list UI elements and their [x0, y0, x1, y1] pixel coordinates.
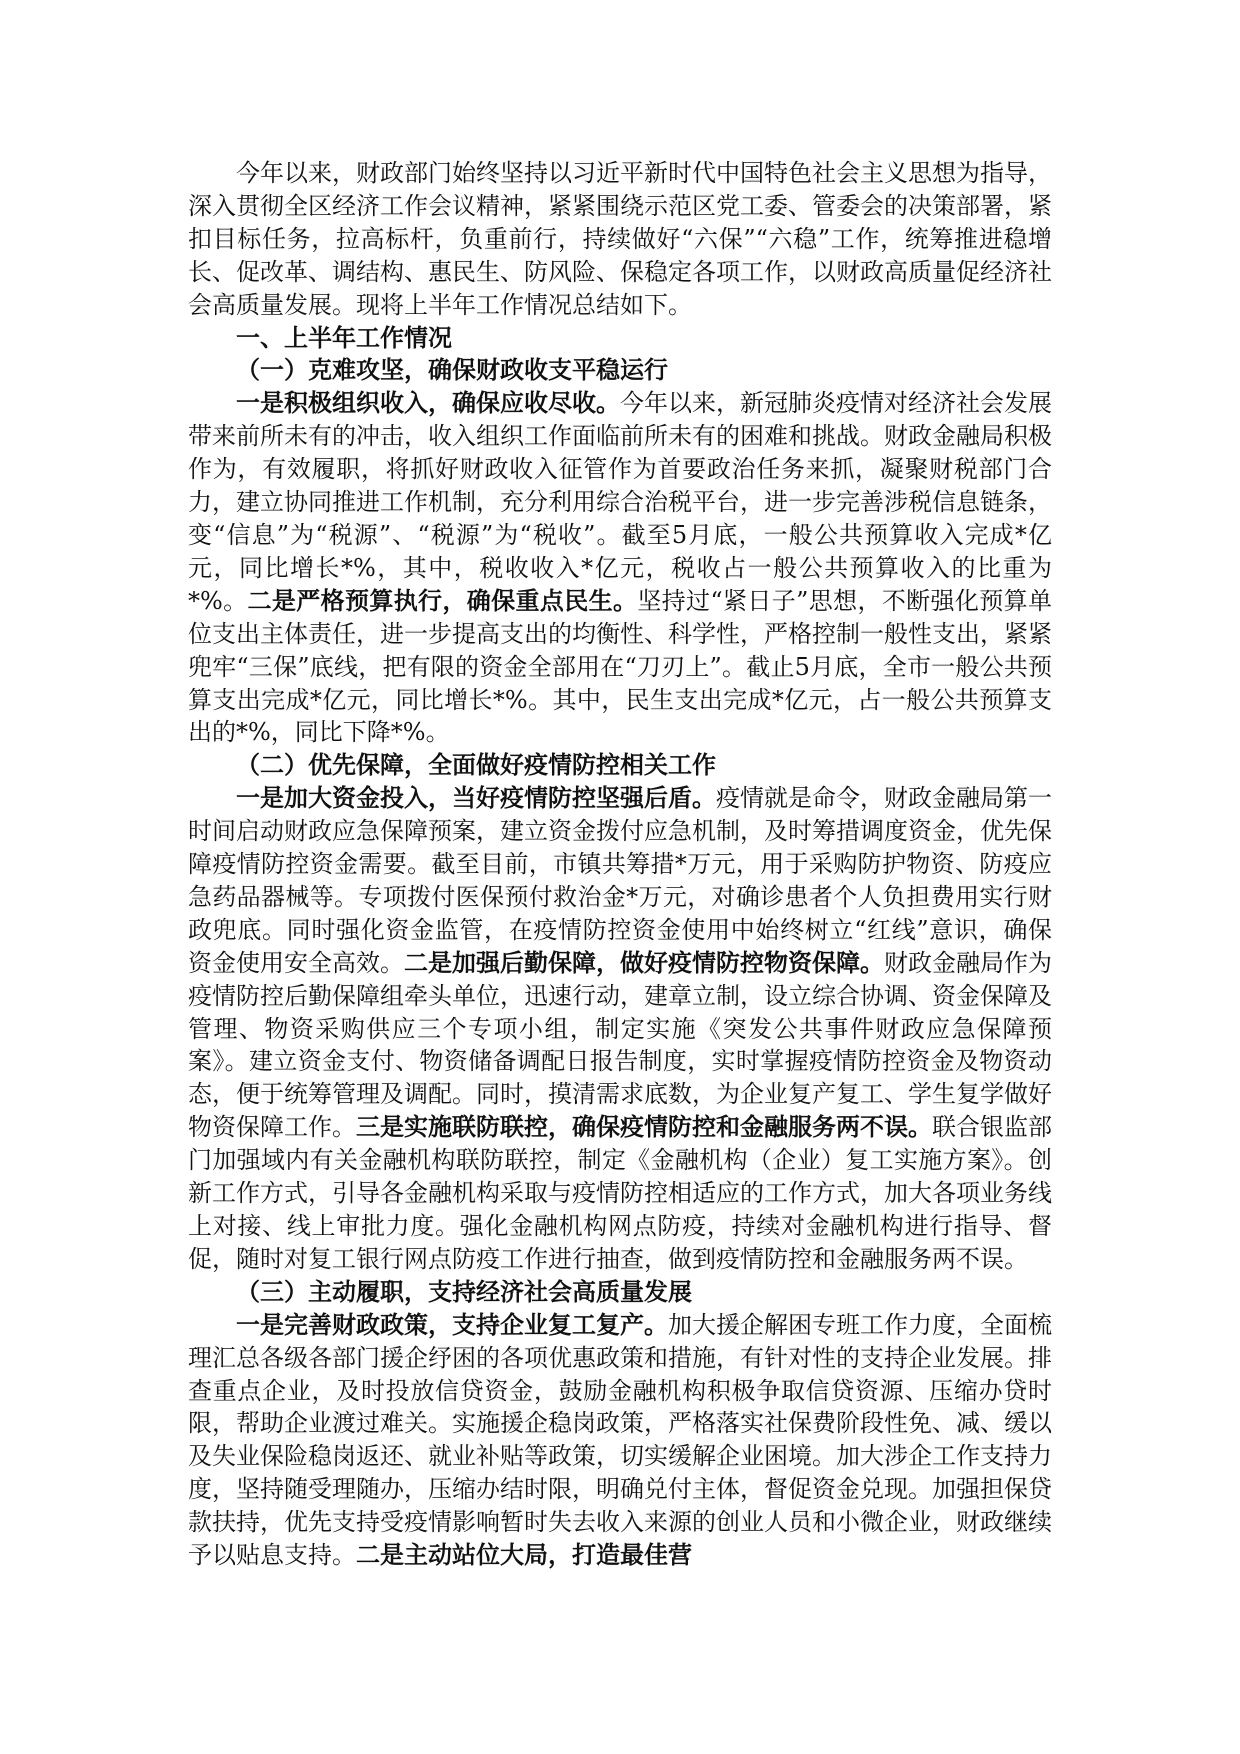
point-text-funding: 疫情就是命令，财政金融局第一时间启动财政应急保障预案，建立资金拨付应急机制，及时筹措调度资金，优先保障疫情防控资金需要。截至目前，市镇共筹措*万元，用于采购防护物资、防疫应急药品器械等。专项拨付医保预付救治金*万元，对确诊患者个人负担费用实行财政兜底。同时强化资金监管，在疫情防控资金使用中始终树立“红线”意识，确保资金使用安全高效。 — [188, 784, 1052, 977]
point-text-policy: 加大援企解困专班工作力度，全面梳理汇总各级各部门援企纾困的各项优惠政策和措施，有针对性的支持企业发展。排查重点企业，及时投放信贷资金，鼓励金融机构积极争取信贷资源、压缩办贷时限，帮助企业渡过难关。实施援企稳岗政策，严格落实社保费阶段性免、减、缓以及失业保险稳岗返还、就业补贴等政策，切实缓解企业困境。加大涉企工作支持力度，坚持随受理随办，压缩办结时限，明确兑付主体，督促资金兑现。加强担保贷款扶持，优先支持受疫情影响暂时失去收入来源的创业人员和小微企业，财政继续予以贴息支持。 — [188, 1310, 1052, 1570]
section-heading-1: 一、上半年工作情况 — [236, 323, 452, 352]
intro-paragraph: 今年以来，财政部门始终坚持以习近平新时代中国特色社会主义思想为指导，深入贯彻全区经济工作会议精神，紧紧围绕示范区党工委、管委会的决策部署，紧扣目标任务，拉高标杆，负重前行，持续做好“六保”“六稳”工作，统筹推进稳增长、促改革、调结构、惠民生、防风险、保稳定各项工作，以财政高质量促经济社会高质量发展。现将上半年工作情况总结如下。 — [188, 159, 1052, 319]
point-lead-logistics: 二是加强后勤保障，做好疫情防控物资保障。 — [404, 947, 884, 977]
point-lead-overall: 二是主动站位大局，打造最佳营 — [356, 1540, 692, 1570]
point-lead-budget: 二是严格预算执行，确保重点民生。 — [247, 585, 638, 615]
point-text-budget: 坚持过“紧日子”思想，不断强化预算单位支出主体责任，进一步提高支出的均衡性、科学性，严格控制一般性支出，紧紧兜牢“三保”底线，把有限的资金全部用在“刀刃上”。截止5月底，全市一般公共预算支出完成*亿元，同比增长*%。其中，民生支出完成*亿元，占一般公共预算支出的*%，同比下降*%。 — [188, 586, 1052, 747]
point-text-joint-control: 联合银监部门加强域内有关金融机构联防联控，制定《金融机构（企业）复工实施方案》。创新工作方式，引导各金融机构采取与疫情防控相适应的工作方式，加大各项业务线上对接、线上审批力度。强化金融机构网点防疫，持续对金融机构进行指导、督促，随时对复工银行网点防疫工作进行抽查，做到疫情防控和金融服务两不误。 — [188, 1113, 1052, 1273]
economic-development-paragraph — [188, 1309, 1052, 1572]
revenue-expenditure-paragraph — [188, 387, 1052, 749]
point-lead-revenue: 一是积极组织收入，确保应收尽收。 — [236, 388, 620, 418]
point-lead-policy: 一是完善财政政策，支持企业复工复产。 — [236, 1309, 668, 1339]
point-text-logistics: 财政金融局作为疫情防控后勤保障组牵头单位，迅速行动，建章立制，设立综合协调、资金保障及管理、物资采购供应三个专项小组，制定实施《突发公共事件财政应急保障预案》。建立资金支付、物资储备调配日报告制度，实时掌握疫情防控资金及物资动态，便于统筹管理及调配。同时，摸清需求底数，为企业复产复工、学生复学做好物资保障工作。 — [188, 948, 1052, 1142]
subsection-heading-1: （一）克难攻坚，确保财政收支平稳运行 — [236, 355, 668, 385]
point-text-revenue: 今年以来，新冠肺炎疫情对经济社会发展带来前所未有的冲击，收入组织工作面临前所未有的困难和挑战。财政金融局积极作为，有效履职，将抓好财政收入征管作为首要政治任务来抓，凝聚财税部门合力，建立协同推进工作机制，充分利用综合治税平台，进一步完善涉税信息链条，变“信息”为“税源”、“税源”为“税收”。截至5月底，一般公共预算收入完成*亿元，同比增长*%，其中，税收收入*亿元，税收占一般公共预算收入的比重为*%。 — [188, 389, 1052, 615]
point-lead-joint-control: 三是实施联防联控，确保疫情防控和金融服务两不误。 — [356, 1112, 932, 1142]
subsection-heading-3: （三）主动履职，支持经济社会高质量发展 — [236, 1276, 692, 1306]
point-lead-funding: 一是加大资金投入，当好疫情防控坚强后盾。 — [236, 783, 716, 813]
subsection-heading-2: （二）优先保障，全面做好疫情防控相关工作 — [236, 750, 716, 780]
epidemic-support-paragraph — [188, 782, 1052, 1276]
